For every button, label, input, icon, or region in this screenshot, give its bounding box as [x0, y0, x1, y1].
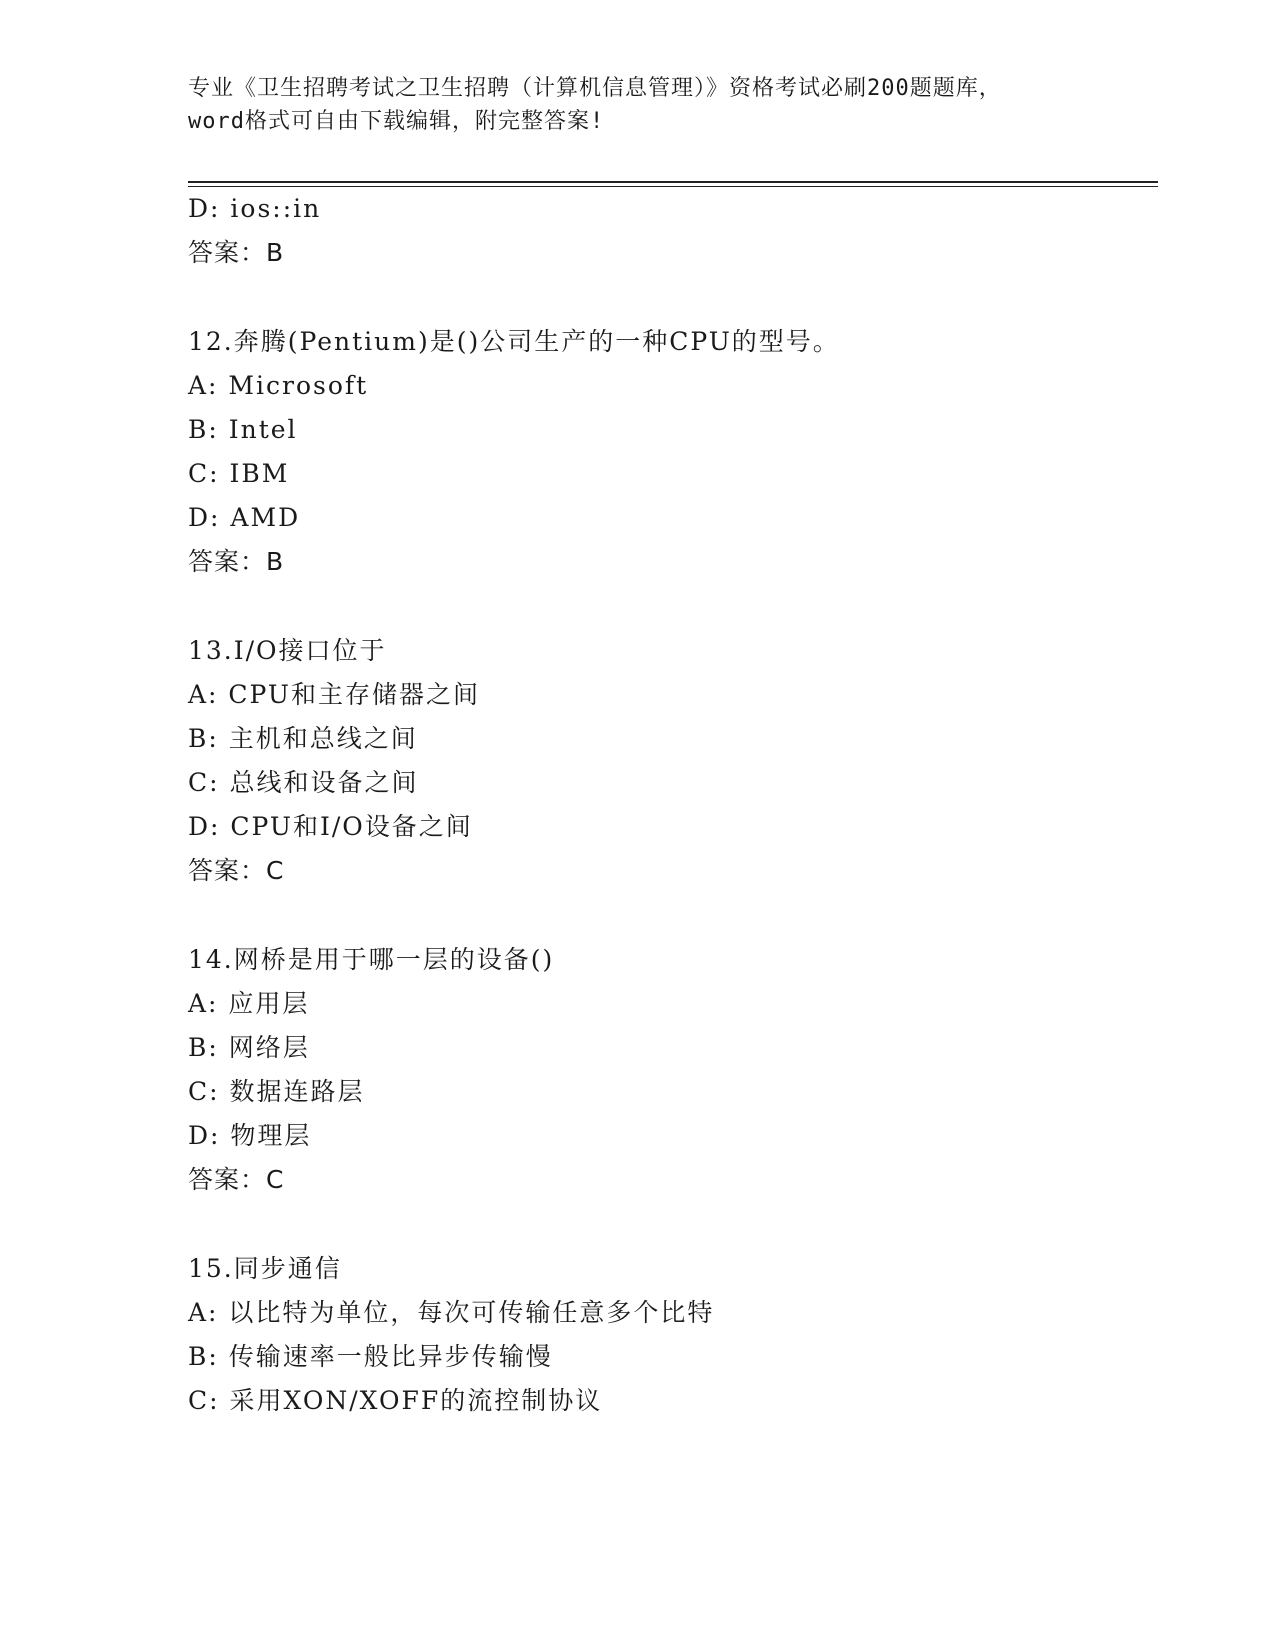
q13-question: 13.I/O接口位于 — [188, 636, 387, 665]
document-header — [188, 72, 1088, 138]
prev-option-d: D: ios::in — [188, 194, 322, 223]
q14-option-a: A: 应用层 — [188, 989, 310, 1018]
q14-option-d: D: 物理层 — [188, 1121, 312, 1150]
q12-option-c: C: IBM — [188, 459, 290, 488]
q13-option-b: B: 主机和总线之间 — [188, 724, 418, 753]
q15-question: 15.同步通信 — [188, 1254, 342, 1283]
q14-answer: 答案：C — [188, 1165, 285, 1194]
q15-option-b: B: 传输速率一般比异步传输慢 — [188, 1342, 553, 1371]
q14-option-b: B: 网络层 — [188, 1033, 310, 1062]
q13-option-c: C: 总线和设备之间 — [188, 768, 419, 797]
header-divider-bottom — [188, 186, 1158, 187]
header-line-2: word格式可自由下载编辑，附完整答案! — [188, 109, 605, 134]
q14-question: 14.网桥是用于哪一层的设备() — [188, 945, 555, 974]
q15-option-a: A: 以比特为单位，每次可传输任意多个比特 — [188, 1298, 715, 1327]
q12-answer: 答案：B — [188, 547, 285, 576]
q13-answer: 答案：C — [188, 856, 285, 885]
q12-option-d: D: AMD — [188, 503, 301, 532]
header-divider-top — [188, 181, 1158, 183]
q15-option-c: C: 采用XON/XOFF的流控制协议 — [188, 1386, 603, 1415]
q12-question: 12.奔腾(Pentium)是()公司生产的一种CPU的型号。 — [188, 327, 840, 356]
q13-option-a: A: CPU和主存储器之间 — [188, 680, 481, 709]
prev-answer: 答案：B — [188, 238, 285, 267]
q13-option-d: D: CPU和I/O设备之间 — [188, 812, 473, 841]
header-line-1: 专业《卫生招聘考试之卫生招聘（计算机信息管理）》资格考试必刷200题题库， — [188, 76, 1002, 101]
q12-option-a: A: Microsoft — [188, 371, 369, 400]
q14-option-c: C: 数据连路层 — [188, 1077, 365, 1106]
q12-option-b: B: Intel — [188, 415, 298, 444]
